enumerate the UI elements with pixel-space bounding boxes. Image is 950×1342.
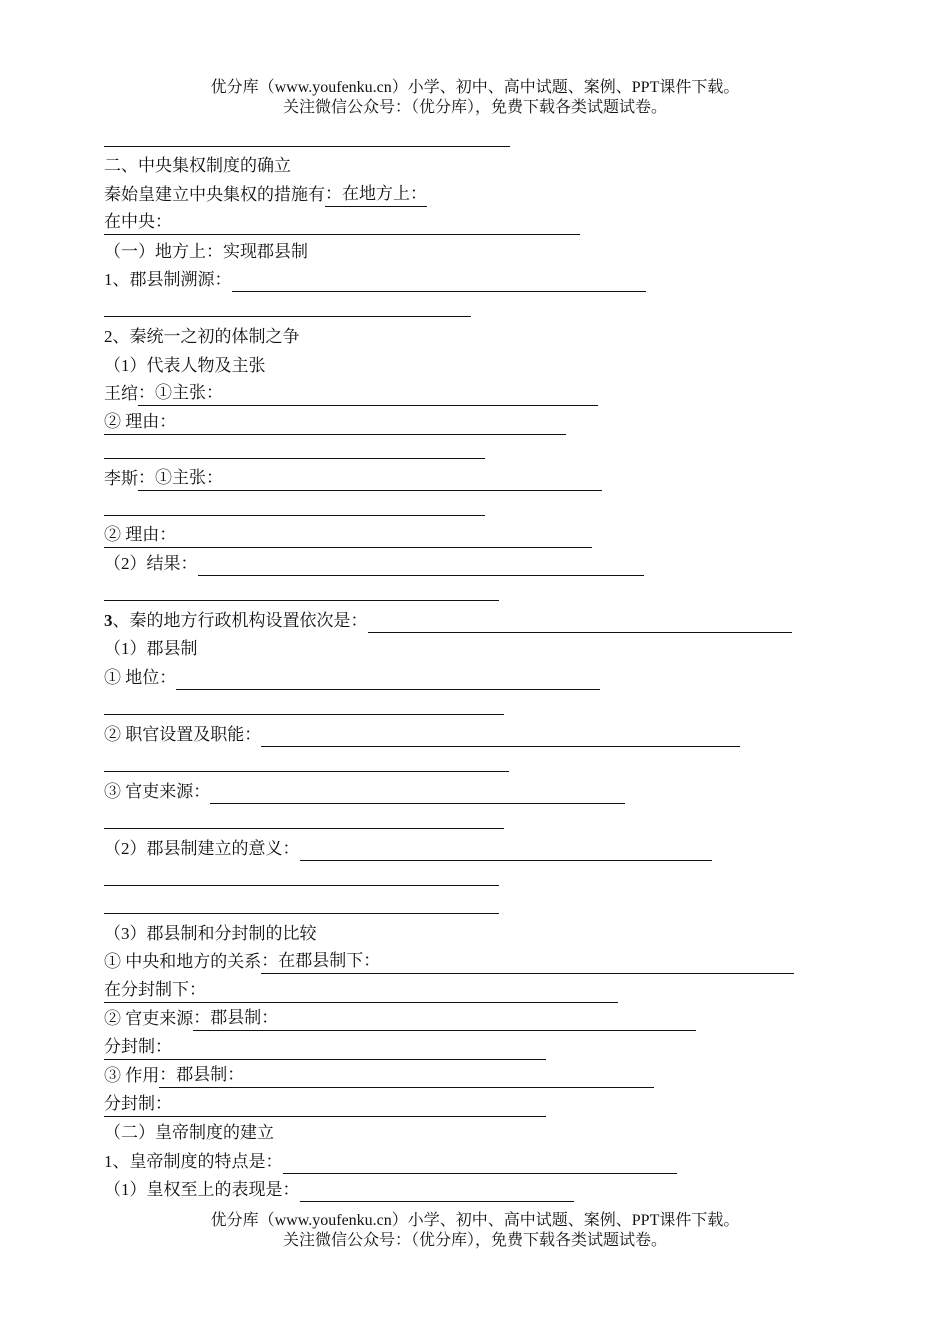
effect-junxian-label: ：郡县制： <box>159 1063 244 1088</box>
answer-blank[interactable] <box>104 885 499 886</box>
answer-blank[interactable] <box>176 529 592 548</box>
answer-blank[interactable] <box>300 842 712 861</box>
answer-blank[interactable] <box>223 387 598 406</box>
li-name: 李斯 <box>104 469 138 488</box>
answer-blank[interactable] <box>104 316 471 317</box>
relation-fenfeng-label: 在分封制下： <box>104 978 206 1003</box>
compare-title: （3）郡县制和分封制的比较 <box>104 924 317 943</box>
emperor-q1-line <box>104 1150 677 1174</box>
answer-blank[interactable] <box>172 216 580 235</box>
question-3-label: 、秦的地方行政机构设置依次是： <box>112 611 368 630</box>
status-label: ① 地位： <box>104 668 177 687</box>
subsection-title: （一）地方上：实现郡县制 <box>104 242 308 261</box>
answer-blank[interactable] <box>283 1155 677 1174</box>
answer-blank[interactable] <box>104 828 504 829</box>
li-claim-line <box>104 467 602 491</box>
wang-claim-line <box>104 382 598 406</box>
result-label: （2）结果： <box>104 554 198 573</box>
page-header-line-1: 优分库（www.youfenku.cn）小学、初中、高中试题、案例、PPT课件下载。 <box>210 79 740 96</box>
answer-blank[interactable] <box>210 785 625 804</box>
emperor-q1-1-line <box>104 1178 574 1202</box>
sources-line <box>104 780 625 804</box>
effect-fenfeng-line <box>104 1093 546 1117</box>
subsection-title-2: （二）皇帝制度的建立 <box>104 1123 274 1142</box>
wang-name: 王绾 <box>104 384 138 403</box>
relation-label: ① 中央和地方的关系 <box>104 952 262 971</box>
answer-blank[interactable] <box>172 1098 546 1117</box>
answer-blank[interactable] <box>244 1069 654 1088</box>
effect-label: ③ 作用 <box>104 1066 160 1085</box>
question-2: 2、秦统一之初的体制之争 <box>104 327 300 346</box>
effect-fenfeng-label: 分封制： <box>104 1092 172 1117</box>
answer-blank[interactable] <box>104 714 504 715</box>
emperor-q1-label: 1、皇帝制度的特点是： <box>104 1152 283 1171</box>
answer-blank[interactable] <box>104 515 485 516</box>
measures-local-label: ：在地方上： <box>325 182 427 207</box>
li-reason-label: ② 理由： <box>104 523 176 548</box>
center-line <box>104 211 580 235</box>
source-fenfeng-label: 分封制： <box>104 1035 172 1060</box>
blank-line <box>104 146 510 147</box>
answer-blank[interactable] <box>104 458 485 459</box>
answer-blank[interactable] <box>104 913 499 914</box>
sources-label: ③ 官吏来源： <box>104 782 211 801</box>
answer-blank[interactable] <box>380 955 794 974</box>
officials-label: ② 职官设置及职能： <box>104 725 262 744</box>
measures-label: 秦始皇建立中央集权的措施有 <box>104 185 325 204</box>
answer-blank[interactable] <box>300 1183 574 1202</box>
answer-blank[interactable] <box>198 557 644 576</box>
answer-blank[interactable] <box>176 416 566 435</box>
li-claim-label: ：①主张： <box>138 466 223 491</box>
answer-blank[interactable] <box>232 273 646 292</box>
question-3 <box>104 609 792 633</box>
status-line <box>104 666 600 690</box>
significance-label: （2）郡县制建立的意义： <box>104 839 300 858</box>
answer-blank[interactable] <box>104 600 499 601</box>
answer-blank[interactable] <box>104 771 509 772</box>
question-2-1: （1）代表人物及主张 <box>104 356 266 375</box>
source-junxian-label: ：郡县制： <box>193 1006 278 1031</box>
emperor-q1-1-label: （1）皇权至上的表现是： <box>104 1180 300 1199</box>
wang-claim-label: ：①主张： <box>138 381 223 406</box>
source-fenfeng-line <box>104 1036 546 1060</box>
significance-line <box>104 837 712 861</box>
relation-line <box>104 950 794 974</box>
answer-blank[interactable] <box>223 472 602 491</box>
wang-reason-label: ② 理由： <box>104 410 176 435</box>
source-compare-label: ② 官吏来源 <box>104 1009 194 1028</box>
section-title: 二、中央集权制度的确立 <box>104 156 291 175</box>
li-reason-line <box>104 524 592 548</box>
officials-line <box>104 723 740 747</box>
page-footer-line-1: 优分库（www.youfenku.cn）小学、初中、高中试题、案例、PPT课件下载。 <box>210 1212 740 1229</box>
measures-line <box>104 183 427 207</box>
question-1-label: 1、郡县制溯源： <box>104 270 232 289</box>
answer-blank[interactable] <box>206 984 618 1003</box>
answer-blank[interactable] <box>176 671 600 690</box>
relation-junxian-label: ：在郡县制下： <box>261 949 380 974</box>
source-compare-line <box>104 1007 696 1031</box>
question-3-number: 3 <box>104 611 113 630</box>
answer-blank[interactable] <box>172 1041 546 1060</box>
answer-blank[interactable] <box>261 728 740 747</box>
wang-reason-line <box>104 411 566 435</box>
page-footer-line-2: 关注微信公众号：（优分库），免费下载各类试题试卷。 <box>282 1232 667 1249</box>
answer-blank[interactable] <box>368 614 792 633</box>
effect-line <box>104 1064 654 1088</box>
relation-fenfeng-line <box>104 979 618 1003</box>
center-label: 在中央： <box>104 210 172 235</box>
result-line <box>104 552 644 576</box>
question-3-1: （1）郡县制 <box>104 639 198 658</box>
question-1 <box>104 268 646 292</box>
page-header-line-2: 关注微信公众号：（优分库），免费下载各类试题试卷。 <box>282 99 667 116</box>
answer-blank[interactable] <box>278 1012 696 1031</box>
